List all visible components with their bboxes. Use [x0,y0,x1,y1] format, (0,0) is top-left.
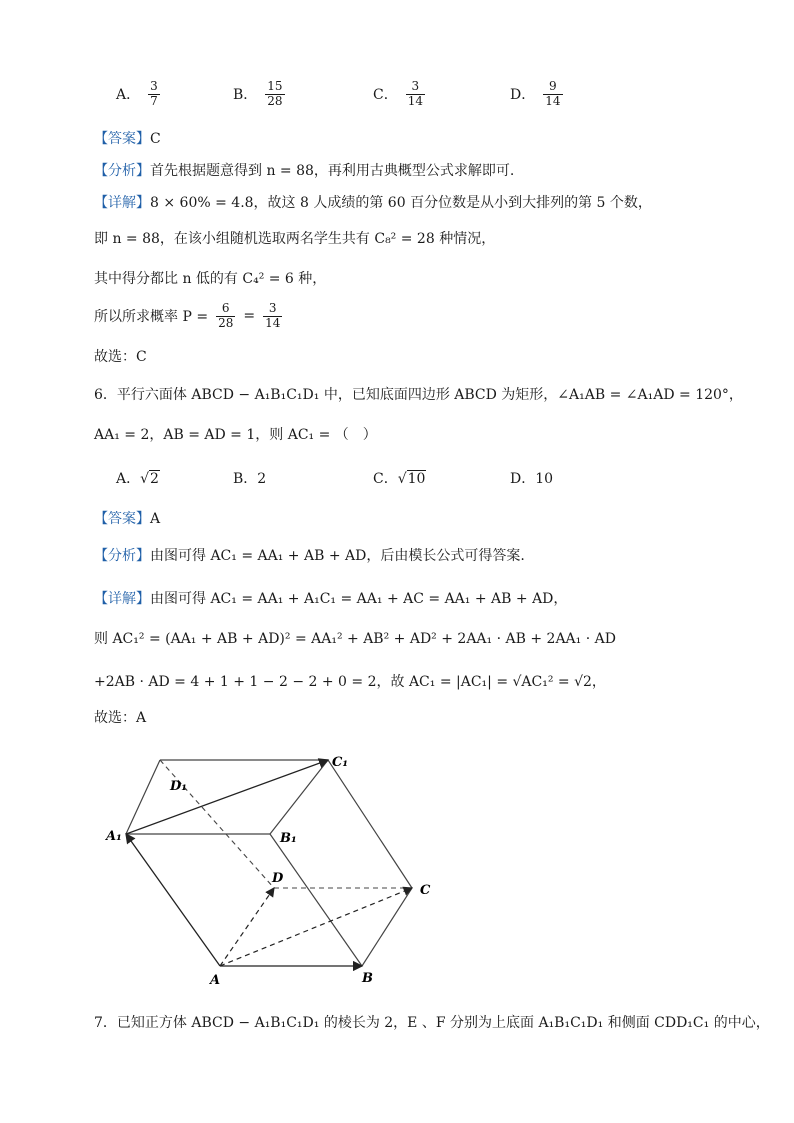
edge-c-b [362,888,412,966]
q5-option-a: A． $\frac{3}{7}$ [116,79,158,108]
q6-option-c: C．√10 [373,471,426,487]
vector-a-d [220,888,274,966]
edge-c1-c [328,760,412,888]
label-c: C [420,883,431,898]
q5-analysis: 【分析】首先根据题意得到 n = 88，再利用古典概型公式求解即可. [94,163,515,179]
q5-option-c: C． $\frac{3}{14}$ [373,79,423,108]
q6-stem-line-2: AA₁ = 2，AB = AD = 1，则 AC₁ = （ ） [94,427,377,443]
q6-detail-line-2: 则 AC₁² = (AA₁ + AB + AD)² = AA₁² + AB² + AD² + 2AA₁ · AB + 2AA₁ · AD [94,631,616,647]
vector-a-a1 [126,834,220,966]
q5-detail-line-4: 所以所求概率 P = $\frac{6}{28}$ = $\frac{3}{14}$ [94,301,281,330]
label-b: B [362,971,373,986]
parallelepiped-figure [100,748,440,988]
q5-detail-line-3: 其中得分都比 n 低的有 C₄² = 6 种， [94,271,327,287]
q5-option-b: B． $\frac{15}{28}$ [233,79,283,108]
label-b1: B₁ [280,831,297,846]
q7-stem: 7．已知正方体 ABCD − A₁B₁C₁D₁ 的棱长为 2，E 、F 分别为上底面 A₁B₁C₁D₁ 和侧面 CDD₁C₁ 的中心， [94,1015,770,1031]
q5-choose: 故选：C [94,349,147,365]
q5-detail-line-1: 【详解】8 × 60% = 4.8，故这 8 人成绩的第 60 百分位数是从小到大排列的第 5 个数， [94,195,652,211]
q6-answer: 【答案】A [94,511,161,527]
q6-option-b: B．2 [233,471,267,487]
q6-analysis: 【分析】由图可得 AC₁ = AA₁ + AB + AD，后由模长公式可得答案. [94,548,525,564]
label-d: D [272,871,284,886]
q5-answer: 【答案】C [94,131,161,147]
q6-stem-line-1: 6．平行六面体 ABCD − A₁B₁C₁D₁ 中，已知底面四边形 ABCD 为矩形，∠A₁AB = ∠A₁AD = 120°， [94,387,743,403]
label-d1: D₁ [170,779,187,794]
label-a: A [210,973,221,988]
q5-option-d: D． $\frac{9}{14}$ [510,79,561,108]
edge-b1-b [270,834,362,966]
label-c1: C₁ [332,755,349,770]
q6-option-d: D．10 [510,471,554,487]
vector-a1-c1 [126,760,328,834]
label-a1: A₁ [106,829,122,844]
q6-detail-line-1: 【详解】由图可得 AC₁ = AA₁ + A₁C₁ = AA₁ + AC = AA₁ + AB + AD， [94,591,568,607]
q5-detail-line-2: 即 n = 88，在该小组随机选取两名学生共有 C₈² = 28 种情况， [94,231,496,247]
q6-option-a: A．√2 [116,471,159,487]
q6-choose: 故选：A [94,710,147,726]
q6-detail-line-3: +2AB · AD = 4 + 1 + 1 − 2 − 2 + 0 = 2，故 AC₁ = |AC₁| = √AC₁² = √2， [94,674,606,690]
